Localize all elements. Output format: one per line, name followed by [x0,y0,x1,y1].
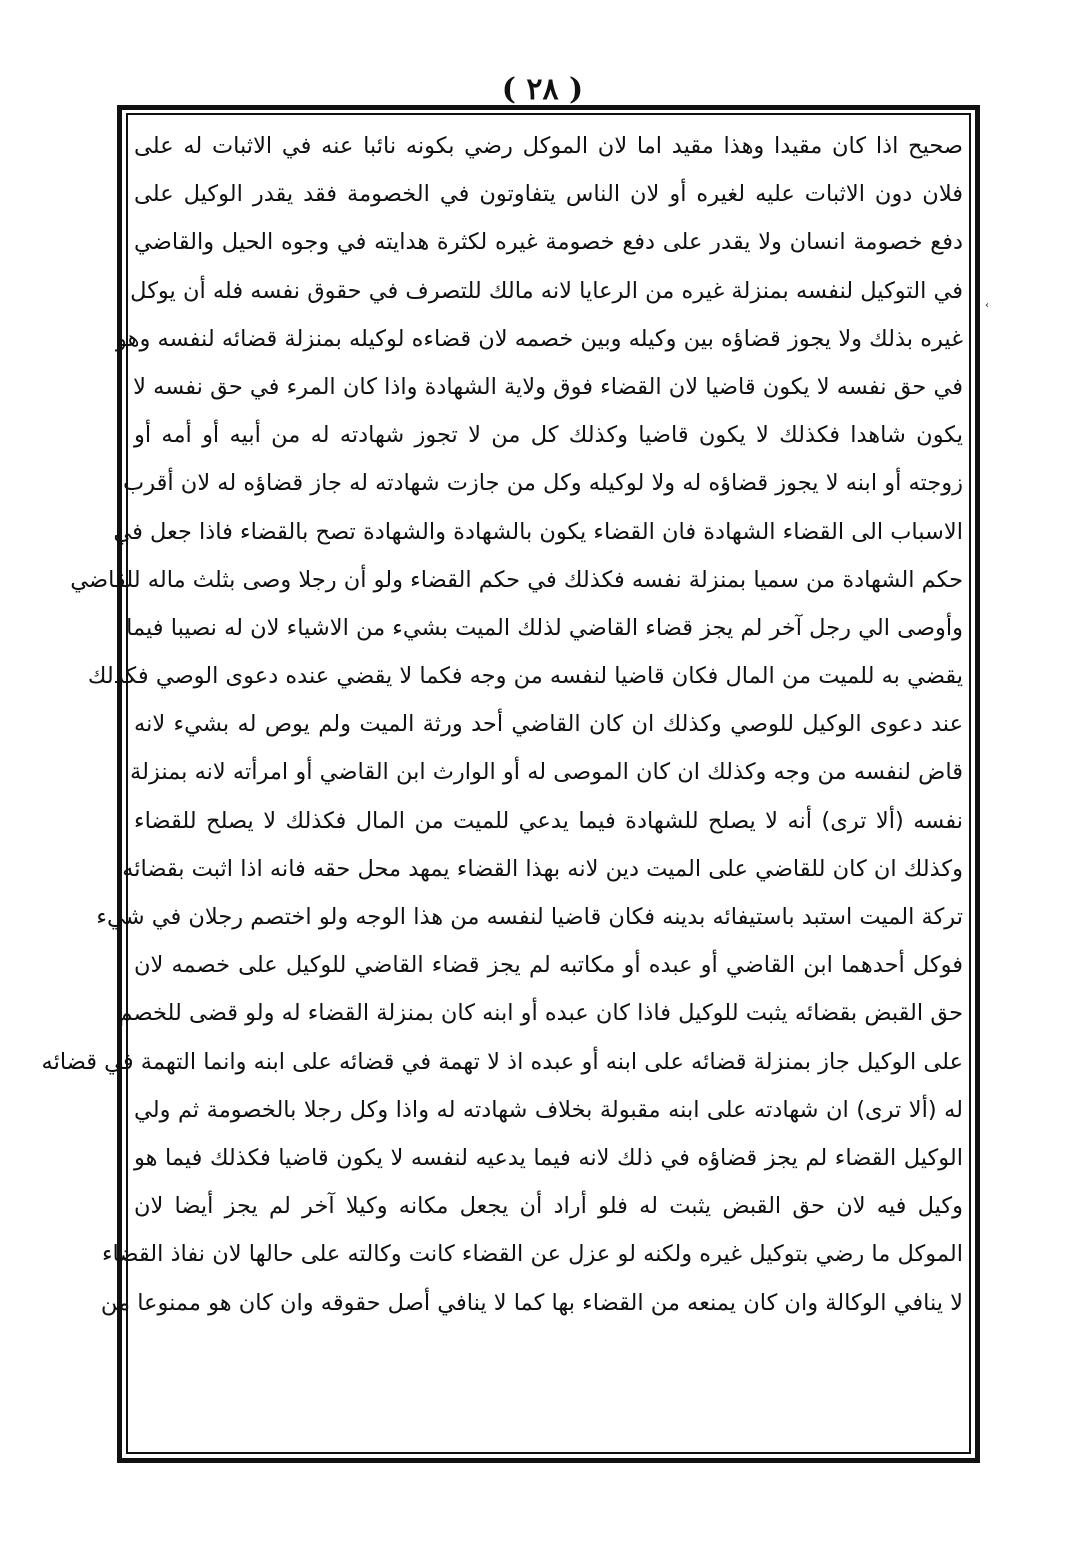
text-line: لا ينافي الوكالة وان كان يمنعه من القضاء بها كما لا ينافي أصل حقوقه وان كان هو ممنوعا من [100,1289,963,1316]
text-line: على الوكيل جاز بمنزلة قضائه على ابنه أو عبده اذ لا تهمة في قضائه على ابنه وانما التهمة في قضائه [41,1048,963,1075]
text-line: فوكل أحدهما ابن القاضي أو عبده أو مكاتبه لم يجز قضاء القاضي للوكيل على خصمه لان [134,952,963,979]
text-line: زوجته أو ابنه لا يجوز قضاؤه له ولا لوكيله وكل من جازت شهادته له جاز قضاؤه له لان أقرب [123,470,963,497]
text-line: دفع خصومة انسان ولا يقدر على دفع خصومة غيره لكثرة هدايته في وجوه الحيل والقاضي [134,229,963,256]
text-line: في حق نفسه لا يكون قاضيا لان القضاء فوق ولاية الشهادة واذا كان المرء في حق نفسه لا [133,373,963,400]
text-line: الاسباب الى القضاء الشهادة فان القضاء يكون بالشهادة والشهادة تصح بالقضاء فاذا جعل في [113,518,963,545]
text-line: يقضي به للميت من المال فكان قاضيا لنفسه من وجه فكما لا يقضي عنده دعوى الوصي فكذلك [87,663,963,690]
text-line: له (ألا ترى) ان شهادته على ابنه مقبولة بخلاف شهادته له واذا وكل رجلا بالخصومة ثم ولي [134,1096,963,1123]
text-line: وأوصى الي رجل آخر لم يجز قضاء القاضي لذلك الميت بشيء من الاشياء لان له نصيبا فيما [126,614,963,641]
text-line: حكم الشهادة من سميا بمنزلة نفسه فكذلك في حكم القضاء ولو أن رجلا وصى بثلث ماله للقاضي [70,566,963,593]
text-line: عند دعوى الوكيل للوصي وكذلك ان كان القاضي أحد ورثة الميت ولم يوص له بشيء لانه [134,711,963,738]
page-number: ( ٢٨ ) [501,72,584,107]
text-line: تركة الميت استبد باستيفائه بدينه فكان قاضيا لنفسه من هذا الوجه ولو اختصم رجلان في شيء [96,904,963,930]
text-line: صحيح اذا كان مقيدا وهذا مقيد اما لان الموكل رضي بكونه نائبا عنه في الاثبات له على [134,133,963,159]
text-line: قاض لنفسه من وجه وكذلك ان كان الموصى له أو الوارث ابن القاضي أو امرأته لانه بمنزلة [130,759,963,786]
text-line: وكذلك ان كان للقاضي على الميت دين لانه بهذا القضاء يمهد محل حقه فانه اذا اثبت بقضائه [122,855,963,882]
text-line: الموكل ما رضي بتوكيل غيره ولكنه لو عزل عن القضاء كانت وكالته على حالها لان نفاذ القضاء [101,1241,963,1268]
text-line: حق القبض بقضائه يثبت للوكيل فاذا كان عبده أو ابنه كان بمنزلة القضاء له ولو قضى للخصم [118,1000,963,1027]
text-block [41,122,963,1448]
text-line: وكيل فيه لان حق القبض يثبت له فلو أراد أن يجعل مكانه وكيلا آخر لم يجز أيضا لان [134,1193,963,1220]
margin-mark: ‹ [985,300,989,311]
text-line: في التوكيل لنفسه بمنزلة غيره من الرعايا لانه مالك للتصرف في حقوق نفسه فله أن يوكل [130,277,963,304]
text-line: غيره بذلك ولا يجوز قضاؤه بين وكيله وبين خصمه لان قضاءه لوكيله بمنزلة قضائه لنفسه وهو [116,325,963,352]
text-line: يكون شاهدا فكذلك لا يكون قاضيا وكذلك كل من لا تجوز شهادته له من أبيه أو أمه أو [134,422,963,449]
text-line: نفسه (ألا ترى) أنه لا يصلح للشهادة فيما يدعي للميت من المال فكذلك لا يصلح للقضاء [134,807,963,834]
text-line: الوكيل القضاء لم يجز قضاؤه في ذلك لانه فيما يدعيه لنفسه لا يكون قاضيا فكذلك فيما هو [134,1144,963,1171]
text-line: فلان دون الاثبات عليه لغيره أو لان الناس يتفاوتون في الخصومة فقد يقدر الوكيل على [134,181,963,208]
